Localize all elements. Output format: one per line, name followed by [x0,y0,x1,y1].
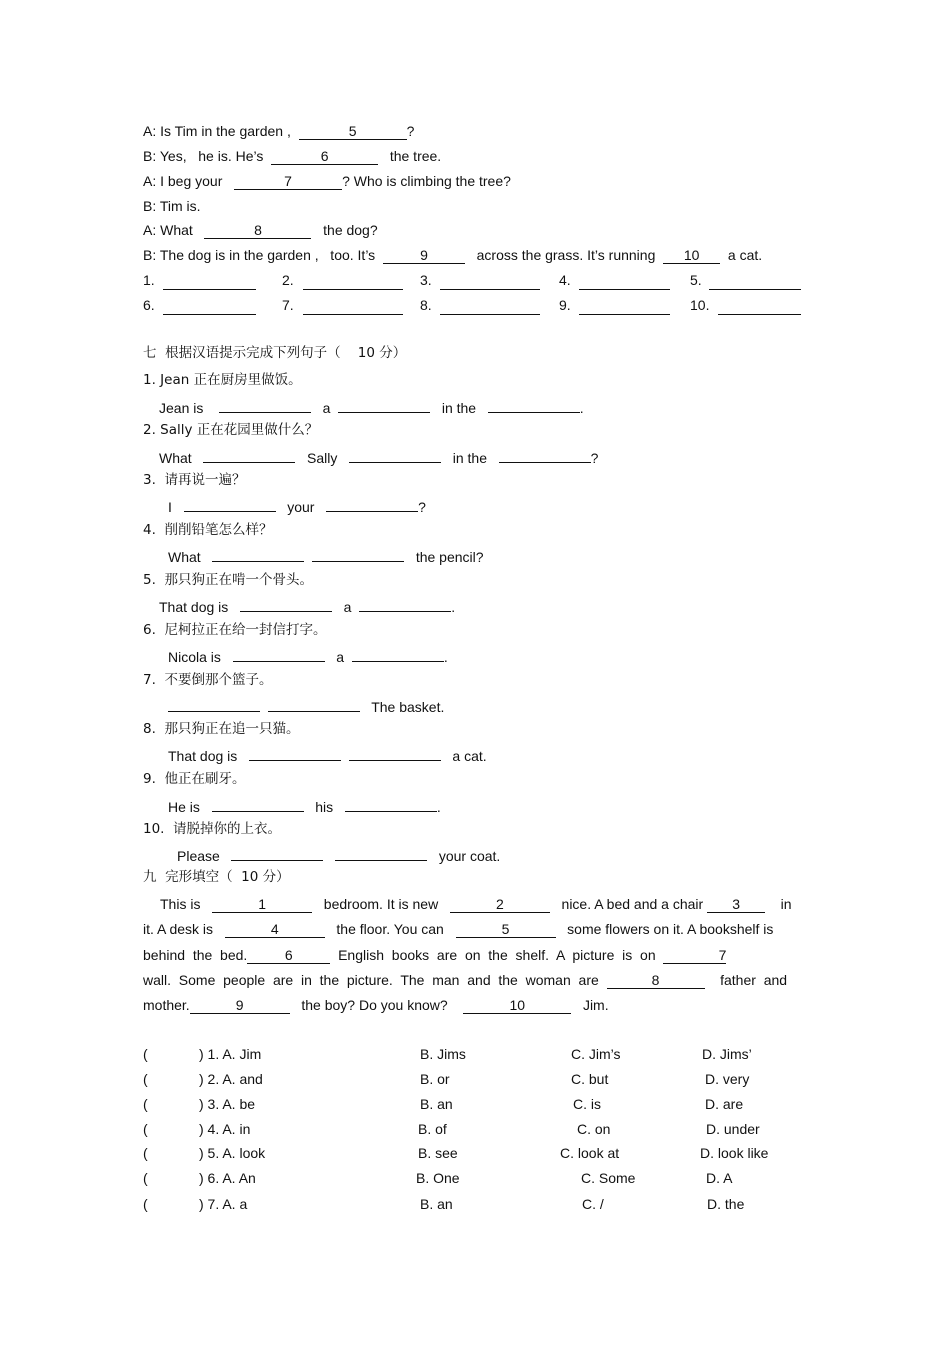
answer-blank[interactable] [184,496,276,512]
option-b[interactable]: B. see [418,1145,458,1161]
answer-blank[interactable]: 10 [463,998,571,1014]
s7-item-1-cn: 1. Jean 正在厨房里做饭。 [143,372,302,388]
s7-item-4-cn: 4. 削削铅笔怎么样？ [143,522,273,538]
grid-label: 4. [559,272,571,288]
grid-blank[interactable] [579,299,670,315]
option-b[interactable]: B. an [420,1196,453,1212]
s7-item-2-cn: 2. Sally 正在花园里做什么？ [143,422,319,438]
answer-blank[interactable]: 3 [707,897,765,913]
grid-label: 7. [282,297,294,313]
answer-blank[interactable] [499,447,591,463]
option-question: ) 4. A. in [199,1121,251,1137]
option-d[interactable]: D. under [706,1121,760,1137]
option-d[interactable]: D. look like [700,1145,769,1161]
answer-blank[interactable] [268,696,360,712]
answer-blank[interactable] [326,496,418,512]
option-question: ) 6. A. An [199,1170,256,1186]
passage-line-3: behind the bed. 6 English books are on the shelf. A picture is on 7 [143,947,727,963]
option-c[interactable]: C. but [571,1071,609,1087]
section-9-title: 九 完形填空（ 10 分） [143,869,290,885]
option-b[interactable]: B. of [418,1121,447,1137]
dialogue-text: B: Tim is. [143,198,201,214]
option-d[interactable]: D. very [705,1071,750,1087]
grid-blank[interactable] [718,299,801,315]
grid-blank[interactable] [163,299,256,315]
dialogue-line-3 [143,172,511,190]
answer-blank[interactable] [249,745,341,761]
grid-blank[interactable] [303,274,403,290]
answer-blank[interactable] [312,546,404,562]
s7-item-4-en: What the pencil? [168,546,484,566]
answer-paren[interactable]: ( [143,1145,148,1161]
option-c[interactable]: C. is [573,1096,601,1112]
answer-paren[interactable]: ( [143,1196,148,1212]
answer-blank[interactable] [335,845,427,861]
answer-blank[interactable] [240,596,332,612]
answer-blank[interactable]: 9 [383,248,465,264]
answer-paren[interactable]: ( [143,1121,148,1137]
dialogue-text: A: What [143,222,205,238]
option-c[interactable]: C. Some [581,1170,636,1186]
answer-blank[interactable] [231,845,323,861]
answer-blank[interactable]: 10 [663,248,720,264]
answer-blank[interactable] [352,646,444,662]
s7-item-5-cn: 5. 那只狗正在啃一个骨头。 [143,572,313,588]
option-d[interactable]: D. Jims’ [702,1046,752,1062]
answer-blank[interactable]: 8 [607,973,705,989]
dialogue-text: A: I beg your [143,173,235,189]
option-c[interactable]: C. on [577,1121,611,1137]
s7-item-9-en: He is his . [168,796,441,816]
s7-item-1-en: Jean is a in the . [159,397,584,417]
passage-line-2: it. A desk is 4 the floor. You can 5 some flowers on it. A bookshelf is [143,921,774,937]
option-question: ) 2. A. and [199,1071,263,1087]
dialogue-line-6 [143,246,762,264]
answer-blank[interactable] [488,397,580,413]
dialogue-text: B: Yes, he is. He’s [143,148,272,164]
answer-blank[interactable]: 5 [299,124,407,140]
answer-blank[interactable] [349,447,441,463]
s7-item-10-cn: 10. 请脱掉你的上衣。 [143,821,282,837]
option-d[interactable]: D. are [705,1096,744,1112]
s7-item-7-en: The basket. [168,696,444,716]
answer-paren[interactable]: ( [143,1071,148,1087]
option-question: ) 7. A. a [199,1196,248,1212]
s7-item-8-cn: 8. 那只狗正在追一只猫。 [143,721,300,737]
answer-paren[interactable]: ( [143,1096,148,1112]
option-b[interactable]: B. Jims [420,1046,466,1062]
answer-blank[interactable] [212,796,304,812]
s7-item-3-en: I your ? [168,496,426,516]
grid-label: 5. [690,272,702,288]
dialogue-line-5 [143,221,378,239]
option-b[interactable]: B. or [420,1071,450,1087]
grid-label: 9. [559,297,571,313]
dialogue-line-2 [143,147,441,165]
section-7-title: 七 根据汉语提示完成下列句子（ 10 分） [143,345,407,361]
answer-blank[interactable]: 9 [190,998,290,1014]
answer-blank[interactable] [233,646,325,662]
grid-blank[interactable] [440,299,540,315]
grid-label: 2. [282,272,294,288]
answer-blank[interactable] [212,546,304,562]
grid-label: 6. [143,297,155,313]
answer-blank[interactable] [349,745,441,761]
s7-item-8-en: That dog is a cat. [168,745,487,765]
s7-item-6-cn: 6. 尼柯拉正在给一封信打字。 [143,622,327,638]
answer-blank[interactable]: 8 [204,223,311,239]
option-c[interactable]: C. Jim’s [571,1046,621,1062]
option-question: ) 5. A. look [199,1145,266,1161]
dialogue-text: the tree. [378,148,442,164]
answer-blank[interactable] [219,397,311,413]
dialogue-text: ? [406,123,415,139]
option-b[interactable]: B. an [420,1096,453,1112]
s7-item-5-en: That dog is a . [159,596,455,616]
option-b[interactable]: B. One [416,1170,460,1186]
option-question: ) 3. A. be [199,1096,256,1112]
grid-blank[interactable] [440,274,540,290]
answer-blank[interactable]: 7 [234,174,342,190]
passage-line-5: mother. 9 the boy? Do you know? 10 Jim. [143,997,609,1013]
answer-blank[interactable]: 4 [225,922,325,938]
s7-item-9-cn: 9. 他正在刷牙。 [143,771,246,787]
answer-blank[interactable] [345,796,437,812]
dialogue-text: A: Is Tim in the garden , [143,123,299,139]
s7-item-10-en: Please your coat. [177,845,500,865]
dialogue-line-4 [143,197,201,215]
option-c[interactable]: C. / [582,1196,604,1212]
answer-blank[interactable]: 7 [663,948,726,964]
answer-blank[interactable] [359,596,451,612]
dialogue-line-1 [143,122,414,140]
option-d[interactable]: D. the [707,1196,745,1212]
s7-item-7-cn: 7. 不要倒那个篮子。 [143,672,273,688]
grid-label: 10. [690,297,710,313]
option-c[interactable]: C. look at [560,1145,620,1161]
passage-line-1: This is 1 bedroom. It is new 2 nice. A bed and a chair 3 in [160,896,792,912]
grid-blank[interactable] [163,274,256,290]
answer-blank[interactable]: 5 [456,922,556,938]
s7-item-2-en: What Sally in the ? [159,447,598,467]
answer-blank[interactable] [168,696,260,712]
dialogue-text: B: The dog is in the garden , too. It’s [143,247,383,263]
answer-blank[interactable] [203,447,295,463]
dialogue-text: across the grass. It’s running [464,247,664,263]
dialogue-text: the dog? [311,222,378,238]
dialogue-text: ? Who is climbing the tree? [342,173,511,189]
grid-label: 8. [420,297,432,313]
answer-blank[interactable]: 2 [450,897,550,913]
answer-blank[interactable]: 6 [247,948,330,964]
answer-blank[interactable] [338,397,430,413]
grid-blank[interactable] [303,299,403,315]
grid-blank[interactable] [709,274,801,290]
grid-blank[interactable] [579,274,670,290]
answer-blank[interactable]: 1 [212,897,312,913]
s7-item-3-cn: 3. 请再说一遍？ [143,472,246,488]
s7-item-6-en: Nicola is a . [168,646,448,666]
grid-label: 3. [420,272,432,288]
option-question: ) 1. A. Jim [199,1046,262,1062]
answer-blank[interactable]: 6 [271,149,378,165]
passage-line-4: wall. Some people are in the picture. The man and the woman are 8 father and [143,972,788,988]
answer-paren[interactable]: ( [143,1170,148,1186]
answer-paren[interactable]: ( [143,1046,148,1062]
grid-label: 1. [143,272,155,288]
dialogue-text: a cat. [720,247,763,263]
option-d[interactable]: D. A [706,1170,733,1186]
